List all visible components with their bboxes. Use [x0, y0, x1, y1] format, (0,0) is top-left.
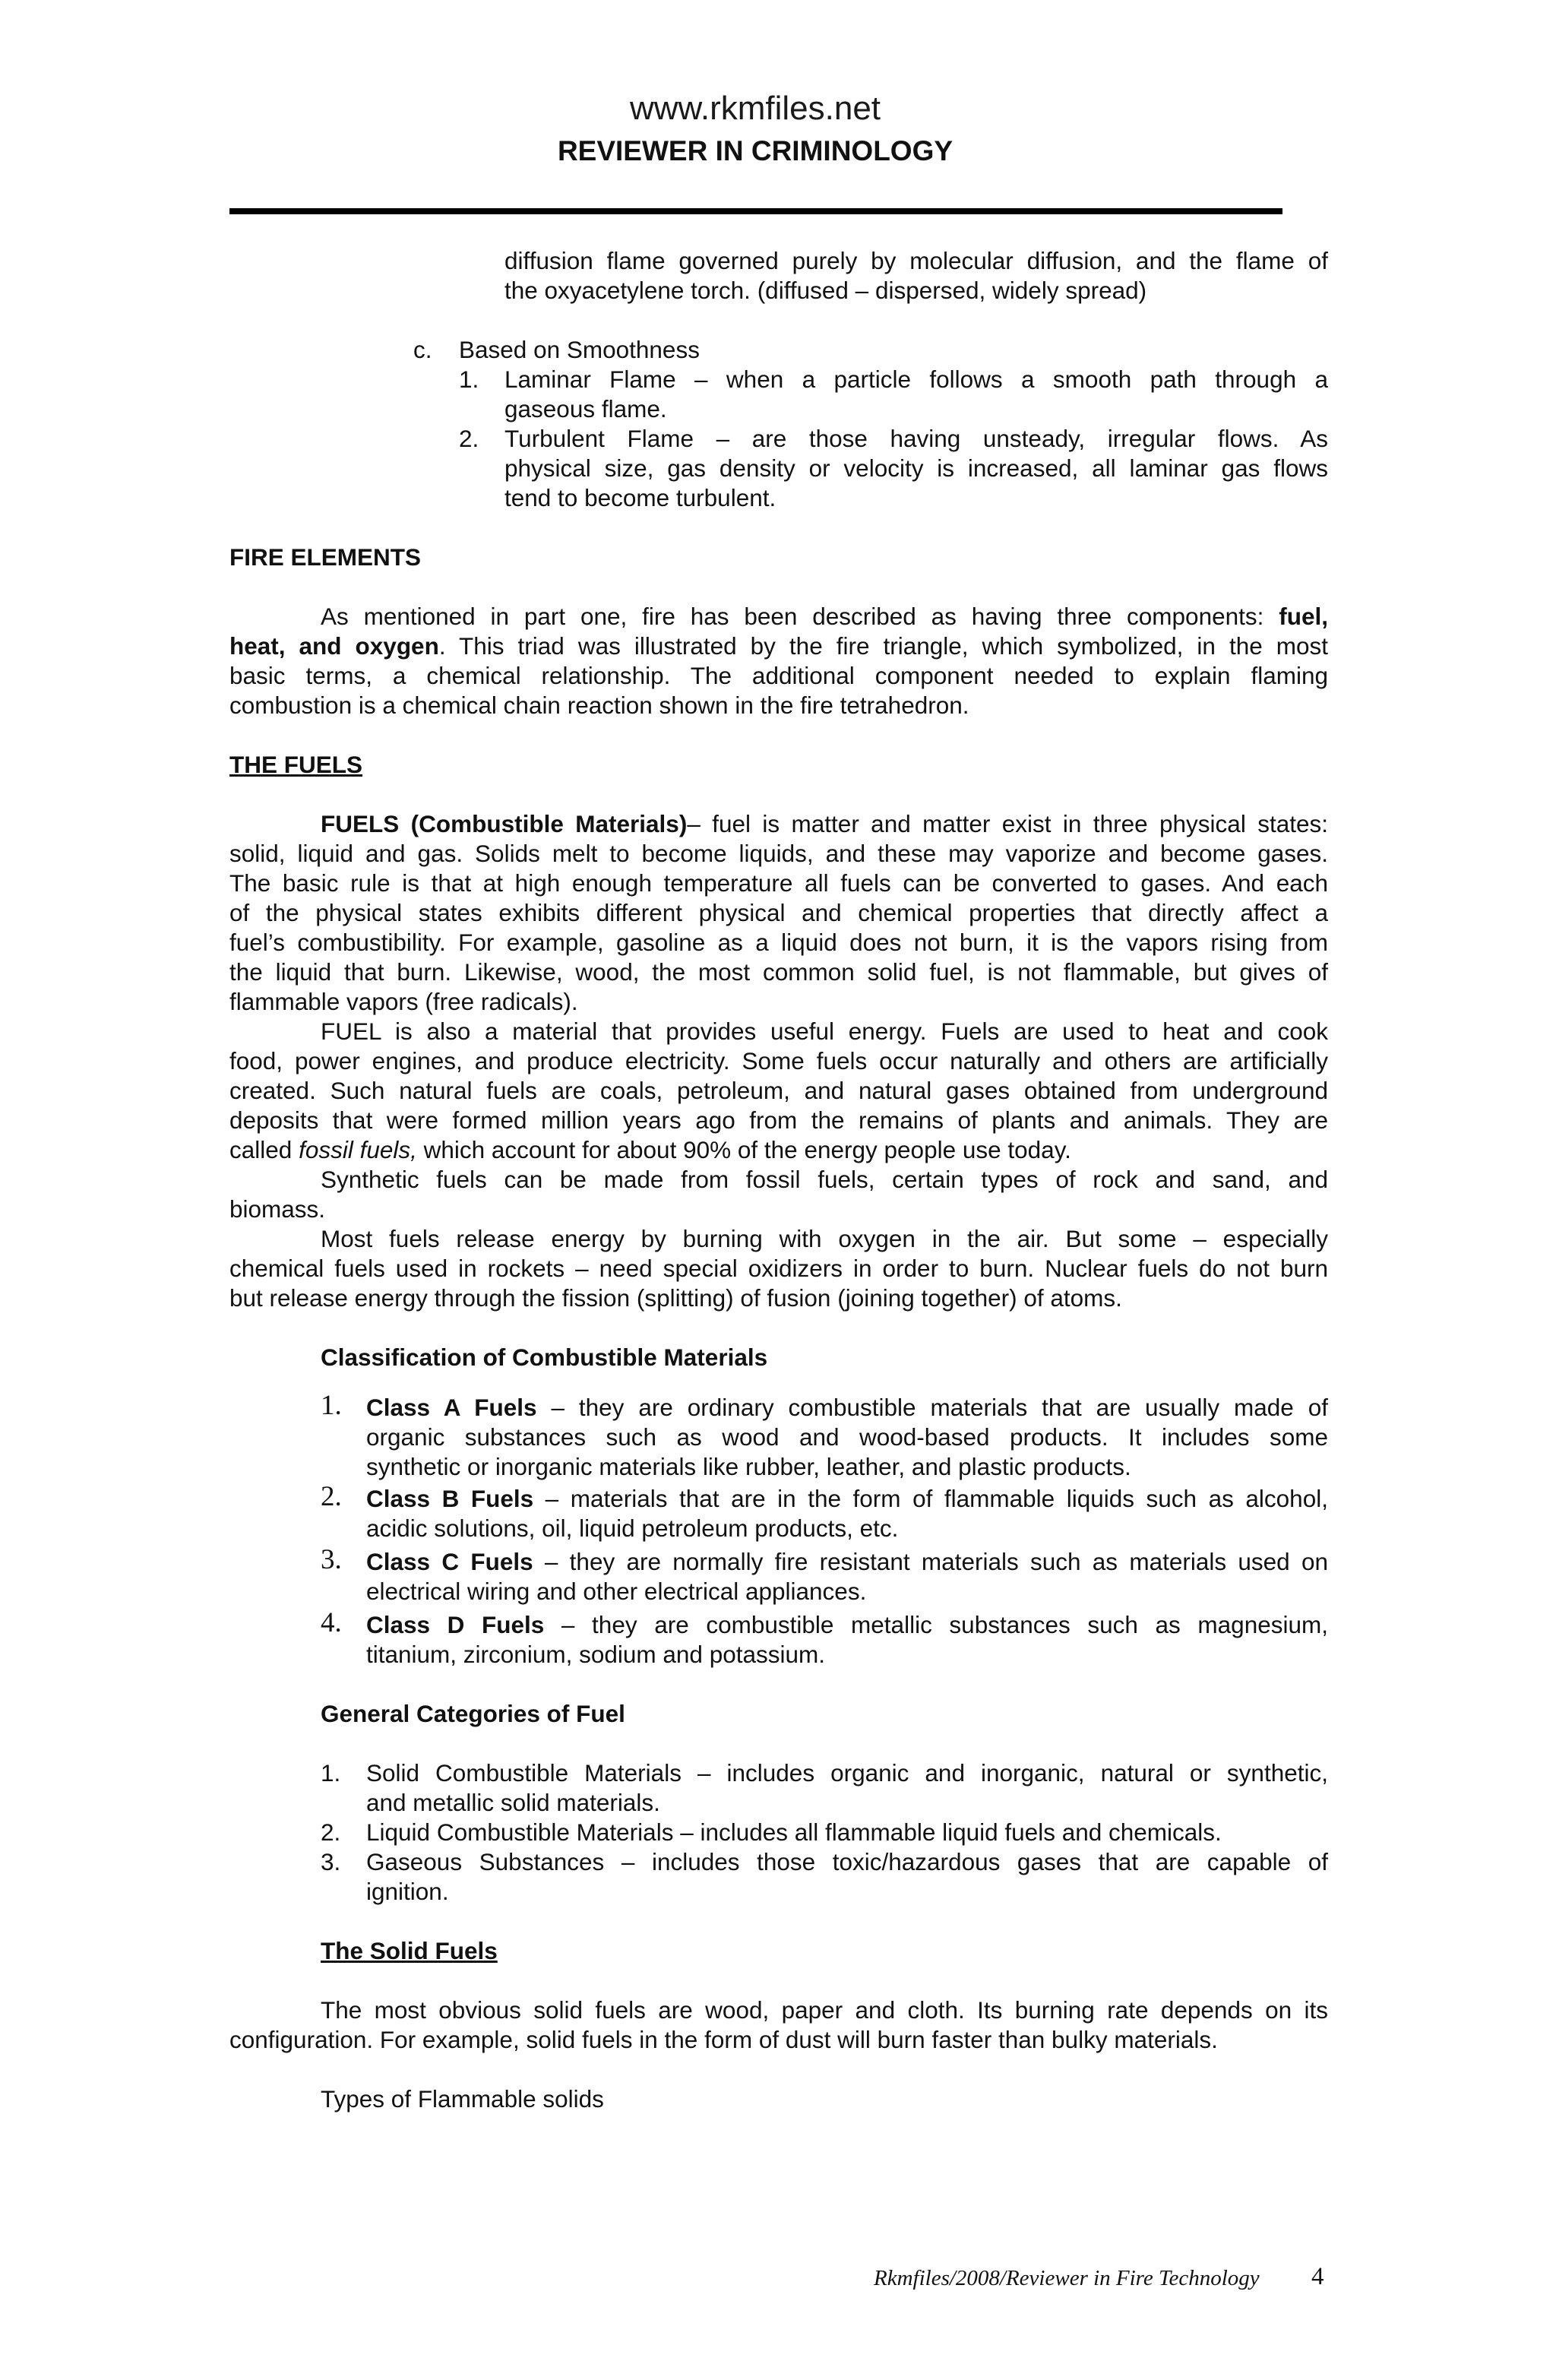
liquid-category-line: Liquid Combustible Materials – includes all flammable liquid fuels and chemicals. [366, 1818, 1222, 1846]
page-footer: Rkmfiles/2008/Reviewer in Fire Technology [874, 2266, 1260, 2290]
list-number: 1. [459, 366, 479, 393]
paragraph-line [229, 602, 1328, 631]
paragraph-line: solid, liquid and gas. Solids melt to become liquids, and these may vaporize and become gases. [229, 840, 1328, 867]
smoothness-heading: Based on Smoothness [459, 336, 700, 363]
paragraph-line: Synthetic fuels can be made from fossil fuels, certain types of rock and sand, and [321, 1166, 1328, 1193]
paragraph-line [229, 1135, 1071, 1165]
text-span: called [229, 1136, 299, 1163]
text-span: – they are ordinary combustible materials that are usually made of [536, 1394, 1328, 1421]
paragraph-line: The most obvious solid fuels are wood, paper and cloth. Its burning rate depends on its [321, 1996, 1328, 2024]
header-divider [229, 208, 1282, 214]
class-a-fuels-line: organic substances such as wood and wood-based products. It includes some [366, 1423, 1328, 1451]
list-number: 4. [321, 1607, 342, 1638]
types-of-flammable-solids: Types of Flammable solids [321, 2085, 604, 2113]
paragraph-line: basic terms, a chemical relationship. The additional component needed to explain flaming [229, 662, 1328, 689]
paragraph-line: deposits that were formed million years ago from the remains of plants and animals. They are [229, 1106, 1328, 1134]
paragraph-line: Most fuels release energy by burning with oxygen in the air. But some – especially [321, 1225, 1328, 1252]
diffusion-line: diffusion flame governed purely by molecular diffusion, and the flame of [504, 247, 1328, 274]
paragraph-line: created. Such natural fuels are coals, petroleum, and natural gases obtained from underground [229, 1077, 1328, 1104]
text-span: which account for about 90% of the energy people use today. [416, 1136, 1071, 1163]
paragraph-line: but release energy through the fission (splitting) of fusion (joining together) of atoms. [229, 1284, 1122, 1312]
list-number: 1. [321, 1759, 341, 1787]
laminar-flame-line: gaseous flame. [504, 395, 667, 423]
list-number: 2. [459, 425, 479, 452]
bold-text: Class B Fuels [366, 1485, 534, 1512]
paragraph-line: chemical fuels used in rockets – need special oxidizers in order to burn. Nuclear fuels do not burn [229, 1255, 1328, 1282]
bold-text: FUELS (Combustible Materials) [321, 810, 688, 837]
bold-text: Class C Fuels [366, 1548, 533, 1575]
paragraph-line: configuration. For example, solid fuels in the form of dust will burn faster than bulky materials. [229, 2026, 1218, 2053]
site-url: www.rkmfiles.net [629, 90, 881, 127]
text-span: – materials that are in the form of flammable liquids such as alcohol, [533, 1485, 1328, 1512]
diffusion-line: the oxyacetylene torch. (diffused – dispersed, widely spread) [504, 277, 1147, 304]
text-span: – they are combustible metallic substances such as magnesium, [544, 1611, 1328, 1638]
solid-category-line: Solid Combustible Materials – includes organic and inorganic, natural or synthetic, [366, 1759, 1328, 1787]
text-span: . This triad was illustrated by the fire triangle, which symbolized, in the most [438, 632, 1328, 660]
class-c-fuels-line: electrical wiring and other electrical appliances. [366, 1578, 867, 1605]
page-number: 4 [1311, 2263, 1324, 2290]
fire-elements-heading: FIRE ELEMENTS [229, 543, 422, 571]
paragraph-line: combustion is a chemical chain reaction shown in the fire tetrahedron. [229, 692, 969, 719]
class-a-fuels-line: synthetic or inorganic materials like rubber, leather, and plastic products. [366, 1453, 1131, 1480]
paragraph-line: The basic rule is that at high enough temperature all fuels can be converted to gases. And each [229, 869, 1328, 897]
list-marker: c. [413, 336, 432, 363]
list-number: 3. [321, 1544, 342, 1575]
turbulent-flame-line: physical size, gas density or velocity is increased, all laminar gas flows [504, 454, 1328, 482]
class-a-fuels-line [366, 1393, 1328, 1423]
bold-text: Class A Fuels [366, 1394, 537, 1421]
list-number: 3. [321, 1848, 341, 1875]
paragraph-line: food, power engines, and produce electricity. Some fuels occur naturally and others are artificially [229, 1047, 1328, 1074]
paragraph-line: biomass. [229, 1195, 326, 1223]
laminar-flame-line: Laminar Flame – when a particle follows a smooth path through a [504, 366, 1328, 393]
text-span: – fuel is matter and matter exist in three physical states: [687, 810, 1328, 837]
page-header-title: REVIEWER IN CRIMINOLOGY [557, 135, 954, 166]
list-number: 2. [321, 1818, 341, 1846]
turbulent-flame-line: Turbulent Flame – are those having unsteady, irregular flows. As [504, 425, 1328, 452]
class-b-fuels-line [366, 1484, 1328, 1514]
the-fuels-heading: THE FUELS [229, 751, 363, 778]
list-number: 2. [321, 1481, 342, 1512]
paragraph-line: flammable vapors (free radicals). [229, 988, 578, 1015]
text-span: – they are normally fire resistant materials such as materials used on [533, 1548, 1328, 1575]
paragraph-line: fuel’s combustibility. For example, gasoline as a liquid does not burn, it is the vapors rising from [229, 929, 1328, 956]
paragraph-line: of the physical states exhibits different physical and chemical properties that directly affect a [229, 899, 1328, 926]
classification-heading: Classification of Combustible Materials [321, 1343, 768, 1371]
list-number: 1. [321, 1390, 342, 1421]
class-b-fuels-line: acidic solutions, oil, liquid petroleum products, etc. [366, 1514, 899, 1542]
paragraph-line [229, 809, 1328, 839]
gaseous-category-line: Gaseous Substances – includes those toxic/hazardous gases that are capable of [366, 1848, 1328, 1875]
turbulent-flame-line: tend to become turbulent. [504, 484, 776, 511]
paragraph-line: FUEL is also a material that provides useful energy. Fuels are used to heat and cook [321, 1018, 1328, 1045]
solid-category-line: and metallic solid materials. [366, 1789, 660, 1816]
bold-text: Class D Fuels [366, 1611, 545, 1638]
solid-fuels-heading: The Solid Fuels [321, 1937, 498, 1964]
class-d-fuels-line [366, 1610, 1328, 1640]
gaseous-category-line: ignition. [366, 1878, 449, 1905]
categories-heading: General Categories of Fuel [321, 1700, 625, 1727]
paragraph-line [229, 631, 1328, 661]
class-d-fuels-line: titanium, zirconium, sodium and potassium. [366, 1641, 826, 1668]
paragraph-line: the liquid that burn. Likewise, wood, the most common solid fuel, is not flammable, but gives of [229, 958, 1328, 986]
italic-text: fossil fuels, [299, 1136, 417, 1163]
class-c-fuels-line [366, 1547, 1328, 1577]
text-span: As mentioned in part one, fire has been described as having three components: [321, 603, 1264, 630]
bold-text: heat, and oxygen [229, 632, 439, 660]
bold-text: fuel, [1279, 603, 1328, 630]
